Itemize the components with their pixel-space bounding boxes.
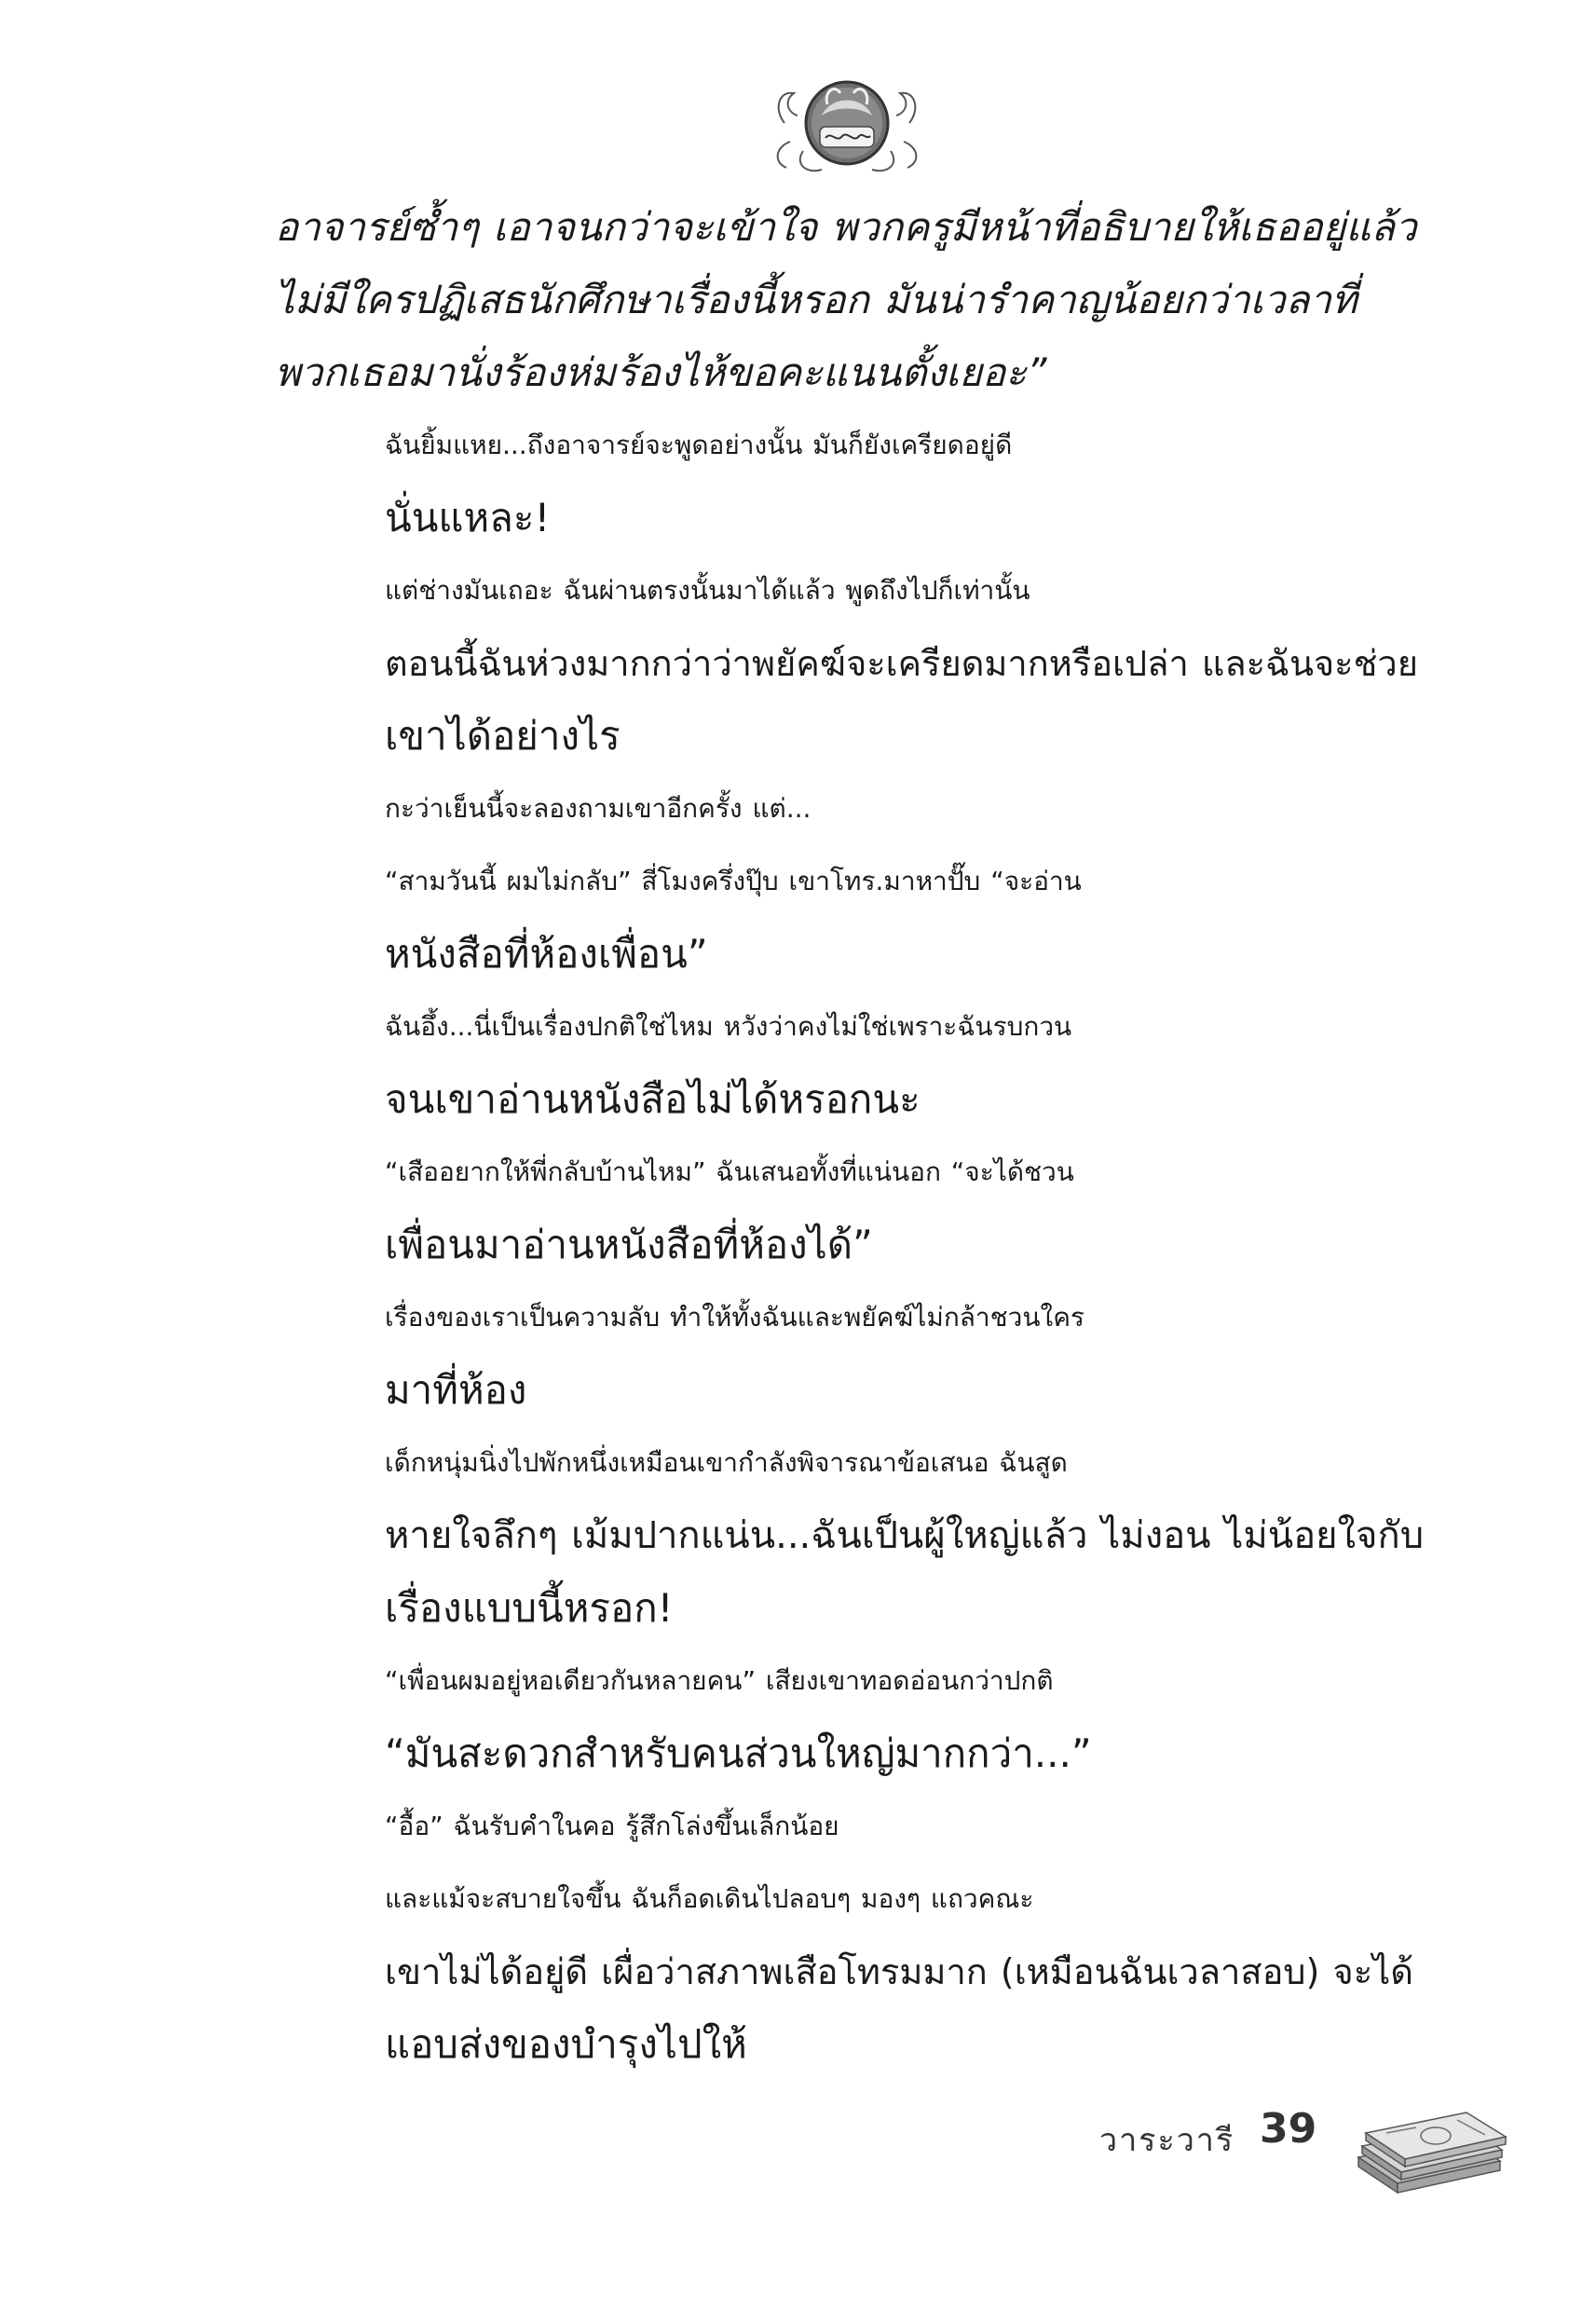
text-line: ฉันยิ้มแหย...ถึงอาจารย์จะพูดอย่างนั้น มันก็ยังเครียดอยู่ดี: [385, 430, 1013, 460]
text-line: ฉันอึ้ง...นี่เป็นเรื่องปกติใช่ไหม หวังว่าคงไม่ใช่เพราะฉันรบกวน: [385, 1011, 1072, 1042]
paragraph: [275, 191, 1439, 409]
money-stack-icon: [1349, 2092, 1509, 2195]
text-line: เด็กหนุ่มนิ่งไปพักหนึ่งเหมือนเขากำลังพิจารณาข้อเสนอ ฉันสูด: [385, 1447, 1068, 1478]
paragraph: [275, 1790, 1439, 1863]
paragraph: [275, 1645, 1439, 1790]
text-line: หายใจลึกๆ เม้มปากแน่น...ฉันเป็นผู้ใหญ่แล้ว ไม่งอน ไม่น้อยใจกับ: [385, 1514, 1425, 1557]
text-line: หนังสือที่ห้องเพื่อน”: [385, 931, 708, 977]
text-line: เพื่อนมาอ่านหนังสือที่ห้องได้”: [385, 1222, 873, 1267]
paragraph: [275, 1136, 1439, 1281]
text-line: พวกเธอมานั่งร้องห่มร้องไห้ขอคะแนนตั้งเยอะ”: [275, 349, 1047, 395]
paragraph: [275, 845, 1439, 991]
paragraph: [275, 1281, 1439, 1427]
paragraph: [275, 1863, 1439, 2081]
text-line: แอบส่งของบำรุงไปให้: [385, 2021, 747, 2067]
text-line: เรื่องแบบนี้หรอก!: [385, 1585, 674, 1631]
text-line: “มันสะดวกสำหรับคนส่วนใหญ่มากกว่า...”: [385, 1730, 1092, 1776]
text-line: “อื้อ” ฉันรับคำในคอ รู้สึกโล่งขึ้นเล็กน้อย: [385, 1811, 839, 1841]
paragraph: [275, 1427, 1439, 1645]
text-line: แต่ช่างมันเถอะ ฉันผ่านตรงนั้นมาได้แล้ว พูดถึงไปก็เท่านั้น: [385, 575, 1030, 606]
page-number: 39: [1260, 2105, 1317, 2153]
text-line: นั่นแหละ!: [385, 495, 551, 540]
paragraph: [275, 409, 1439, 554]
paragraph: [275, 991, 1439, 1136]
text-line: กะว่าเย็นนี้จะลองถามเขาอีกครั้ง แต่...: [385, 793, 812, 824]
text-line: อาจารย์ซ้ำๆ เอาจนกว่าจะเข้าใจ พวกครูมีหน้าที่อธิบายให้เธออยู่แล้ว: [275, 204, 1417, 250]
text-line: “เพื่อนผมอยู่หอเดียวกันหลายคน” เสียงเขาทอดอ่อนกว่าปกติ: [385, 1665, 1054, 1696]
text-line: เรื่องของเราเป็นความลับ ทำให้ทั้งฉันและพยัคฆ์ไม่กล้าชวนใคร: [385, 1302, 1084, 1333]
text-line: และแม้จะสบายใจขึ้น ฉันก็อดเดินไปลอบๆ มองๆ แถวคณะ: [385, 1883, 1034, 1914]
paragraph: [275, 773, 1439, 845]
text-line: เขาไม่ได้อยู่ดี เผื่อว่าสภาพเสือโทรมมาก (เหมือนฉันเวลาสอบ) จะได้: [385, 1951, 1413, 1992]
text-line: จนเขาอ่านหนังสือไม่ได้หรอกนะ: [385, 1076, 921, 1122]
text-line: “สามวันนี้ ผมไม่กลับ” สี่โมงครึ่งปุ๊บ เขาโทร.มาหาปั๊บ “จะอ่าน: [385, 866, 1082, 896]
page-footer: [1099, 2092, 1509, 2195]
text-line: ไม่มีใครปฏิเสธนักศึกษาเรื่องนี้หรอก มันน่ารำคาญน้อยกว่าเวลาที่: [275, 277, 1357, 322]
text-line: มาที่ห้อง: [385, 1367, 527, 1413]
paragraph: [275, 554, 1439, 773]
book-title: วาระวารี: [1099, 2122, 1235, 2159]
text-line: “เสืออยากให้พี่กลับบ้านไหม” ฉันเสนอทั้งที่แน่นอก “จะได้ชวน: [385, 1156, 1074, 1187]
ornamental-emblem-icon: [766, 58, 928, 181]
text-line: ตอนนี้ฉันห่วงมากกว่าว่าพยัคฆ์จะเครียดมากหรือเปล่า และฉันจะช่วย: [385, 643, 1418, 684]
text-line: เขาได้อย่างไร: [385, 713, 621, 759]
chapter-text: [275, 191, 1439, 2081]
